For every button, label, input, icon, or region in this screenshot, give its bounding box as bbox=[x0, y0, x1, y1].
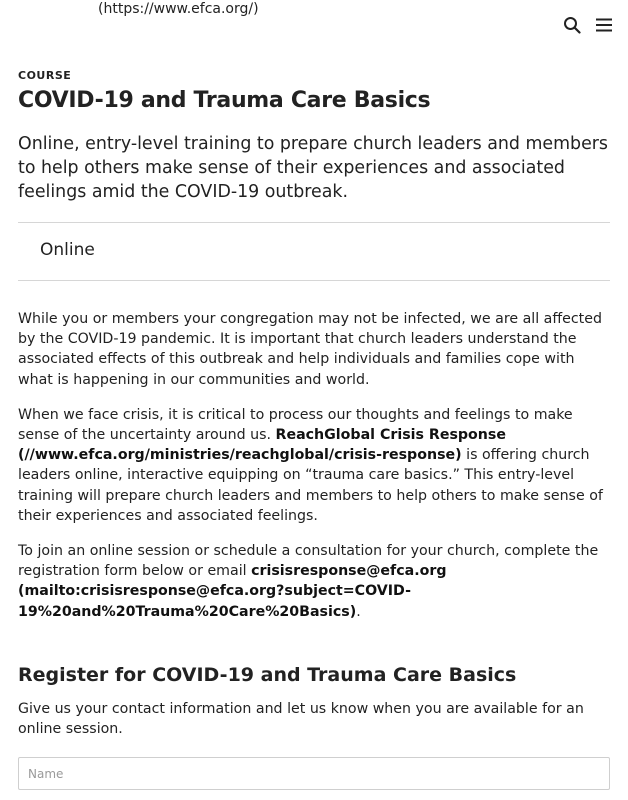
name-input[interactable] bbox=[18, 757, 610, 790]
divider-bottom bbox=[18, 280, 610, 281]
paragraph-2 bbox=[18, 405, 610, 526]
course-format: Online bbox=[40, 240, 95, 260]
paragraph-1: While you or members your congregation may not be infected, we are all affected by the COVID-19 pandemic. It is important that church leaders understand the associated effects of this outbreak and help individuals and families cope with what is happening in our communities and world. bbox=[18, 311, 602, 388]
course-description bbox=[18, 309, 610, 622]
crisis-response-link[interactable]: ReachGlobal Crisis Response (//www.efca.org/ministries/reachglobal/crisis-response) bbox=[18, 427, 506, 464]
header-icons bbox=[563, 16, 613, 34]
paragraph-2-text: When we face crisis, it is critical to process our thoughts and feelings to make sense of the uncertainty around us. bbox=[18, 406, 573, 444]
paragraph-3-end: . bbox=[356, 603, 361, 620]
paragraph-3-text: To join an online session or schedule a consultation for your church, complete the registration form below or email bbox=[18, 543, 599, 580]
main-content bbox=[0, 69, 628, 790]
home-link[interactable]: (https://www.efca.org/) bbox=[98, 1, 259, 17]
course-eyebrow: COURSE bbox=[18, 69, 72, 82]
email-link[interactable]: crisisresponse@efca.org (mailto:crisisresponse@efca.org?subject=COVID-19%20and%20Trauma%20Care%20Basics) bbox=[18, 563, 447, 620]
page-title: COVID-19 and Trauma Care Basics bbox=[18, 88, 431, 113]
search-icon[interactable] bbox=[563, 16, 581, 34]
register-description: Give us your contact information and let us know when you are available for an online session. bbox=[18, 700, 584, 738]
paragraph-2-text-continued: is offering church leaders online, interactive equipping on “trauma care basics.” This entry-level training will prepare church leaders and members to help others to make sense of their experiences and associated feelings. bbox=[18, 447, 603, 524]
course-summary: Online, entry-level training to prepare church leaders and members to help others make sense of their experiences and associated feelings amid the COVID-19 outbreak. bbox=[18, 134, 608, 202]
site-header bbox=[0, 0, 628, 50]
paragraph-3 bbox=[18, 541, 610, 622]
register-title: Register for COVID-19 and Trauma Care Basics bbox=[18, 663, 517, 686]
menu-icon[interactable] bbox=[595, 16, 613, 34]
